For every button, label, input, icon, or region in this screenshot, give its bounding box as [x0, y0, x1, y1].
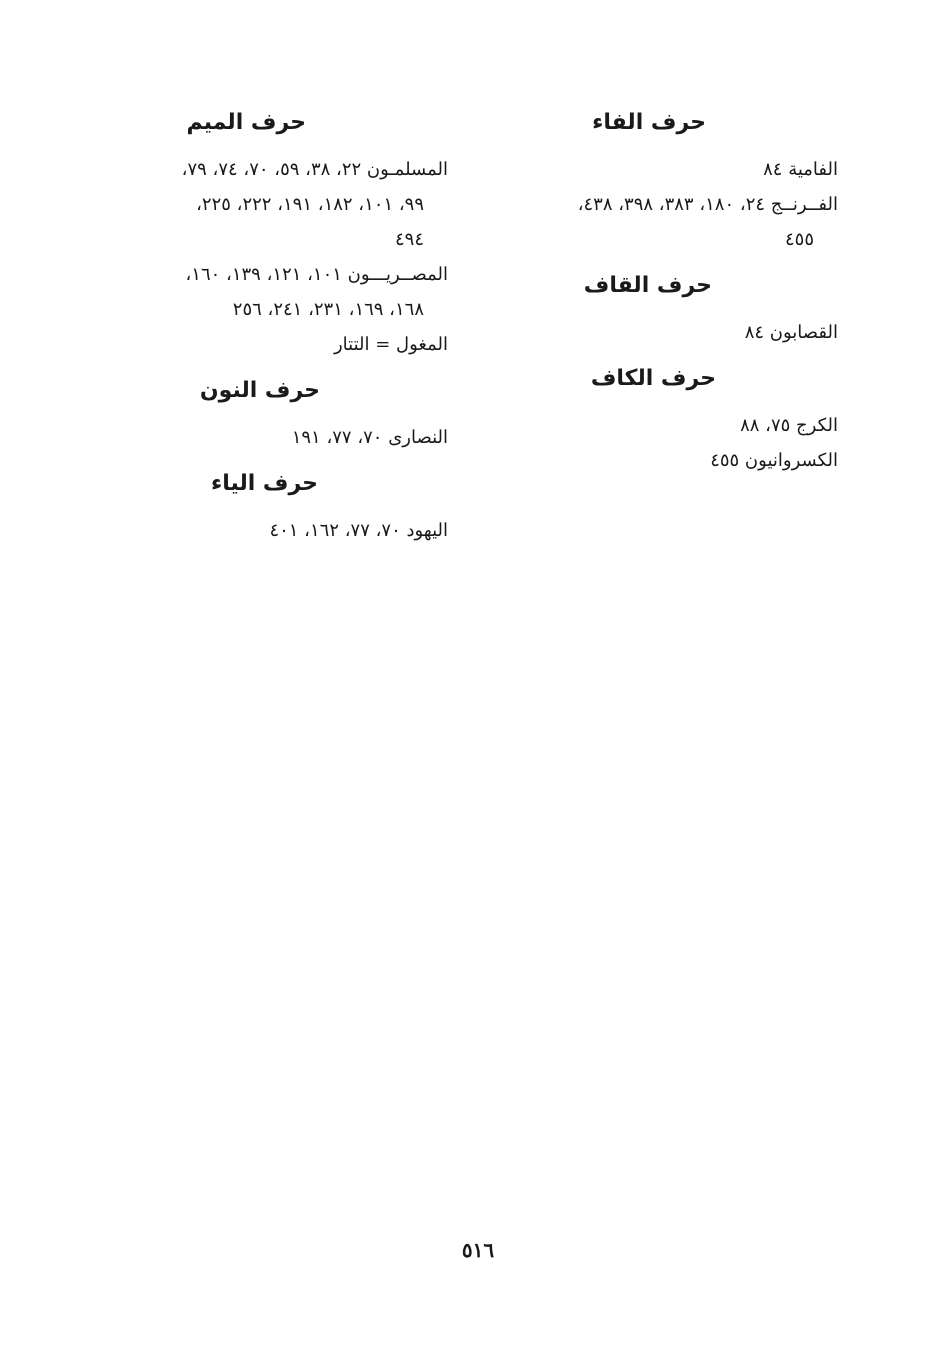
section-heading-kaf: حرف الكاف	[590, 366, 716, 391]
section-nun	[76, 376, 448, 455]
index-entry	[76, 327, 448, 362]
entry-text: المصــريـــون ١٠١، ١٢١، ١٣٩، ١٦٠،	[185, 264, 448, 285]
entry-text: الفامية ٨٤	[763, 159, 838, 180]
entry-text: الفــرنــج ٢٤، ١٨٠، ٣٨٣، ٣٩٨، ٤٣٨،	[577, 194, 838, 215]
page-number: ٥١٦	[461, 1238, 495, 1262]
index-entry	[478, 408, 838, 443]
entry-text: الكرج ٧٥، ٨٨	[740, 415, 838, 436]
section-heading-qaf: حرف القاف	[583, 273, 712, 298]
section-heading-nun: حرف النون	[199, 378, 320, 403]
index-entry	[478, 443, 838, 478]
section-heading-mim: حرف الميم	[186, 110, 306, 135]
index-entry	[478, 315, 838, 350]
index-entry	[76, 420, 448, 455]
index-entry	[478, 187, 838, 257]
entry-text: المسلمـون ٢٢، ٣٨، ٥٩، ٧٠، ٧٤، ٧٩،	[181, 159, 448, 180]
entry-text: اليهود ٧٠، ٧٧، ١٦٢، ٤٠١	[269, 520, 448, 541]
index-entry	[478, 152, 838, 187]
entry-continuation: ٤٩٤	[394, 229, 424, 250]
entry-text: النصارى ٧٠، ٧٧، ١٩١	[291, 427, 448, 448]
index-column-left	[76, 108, 448, 562]
section-fa	[478, 108, 838, 257]
section-qaf	[478, 271, 838, 350]
index-column-right	[478, 108, 838, 492]
entry-continuation: ٩٩، ١٠١، ١٨٢، ١٩١، ٢٢٢، ٢٢٥،	[196, 194, 424, 215]
entry-text: الكسروانيون ٤٥٥	[710, 450, 838, 471]
index-entry	[76, 257, 448, 327]
index-entry	[76, 152, 448, 257]
entry-continuation: ٤٥٥	[784, 229, 814, 250]
entry-text: المغول = التتار	[333, 334, 448, 355]
section-heading-ya: حرف الياء	[210, 471, 318, 496]
section-mim	[76, 108, 448, 362]
index-entry	[76, 513, 448, 548]
entry-continuation: ١٦٨، ١٦٩، ٢٣١، ٢٤١، ٢٥٦	[232, 299, 424, 320]
section-ya	[76, 469, 448, 548]
section-kaf	[478, 364, 838, 478]
section-heading-fa: حرف الفاء	[592, 110, 706, 135]
entry-text: القصابون ٨٤	[744, 322, 838, 343]
